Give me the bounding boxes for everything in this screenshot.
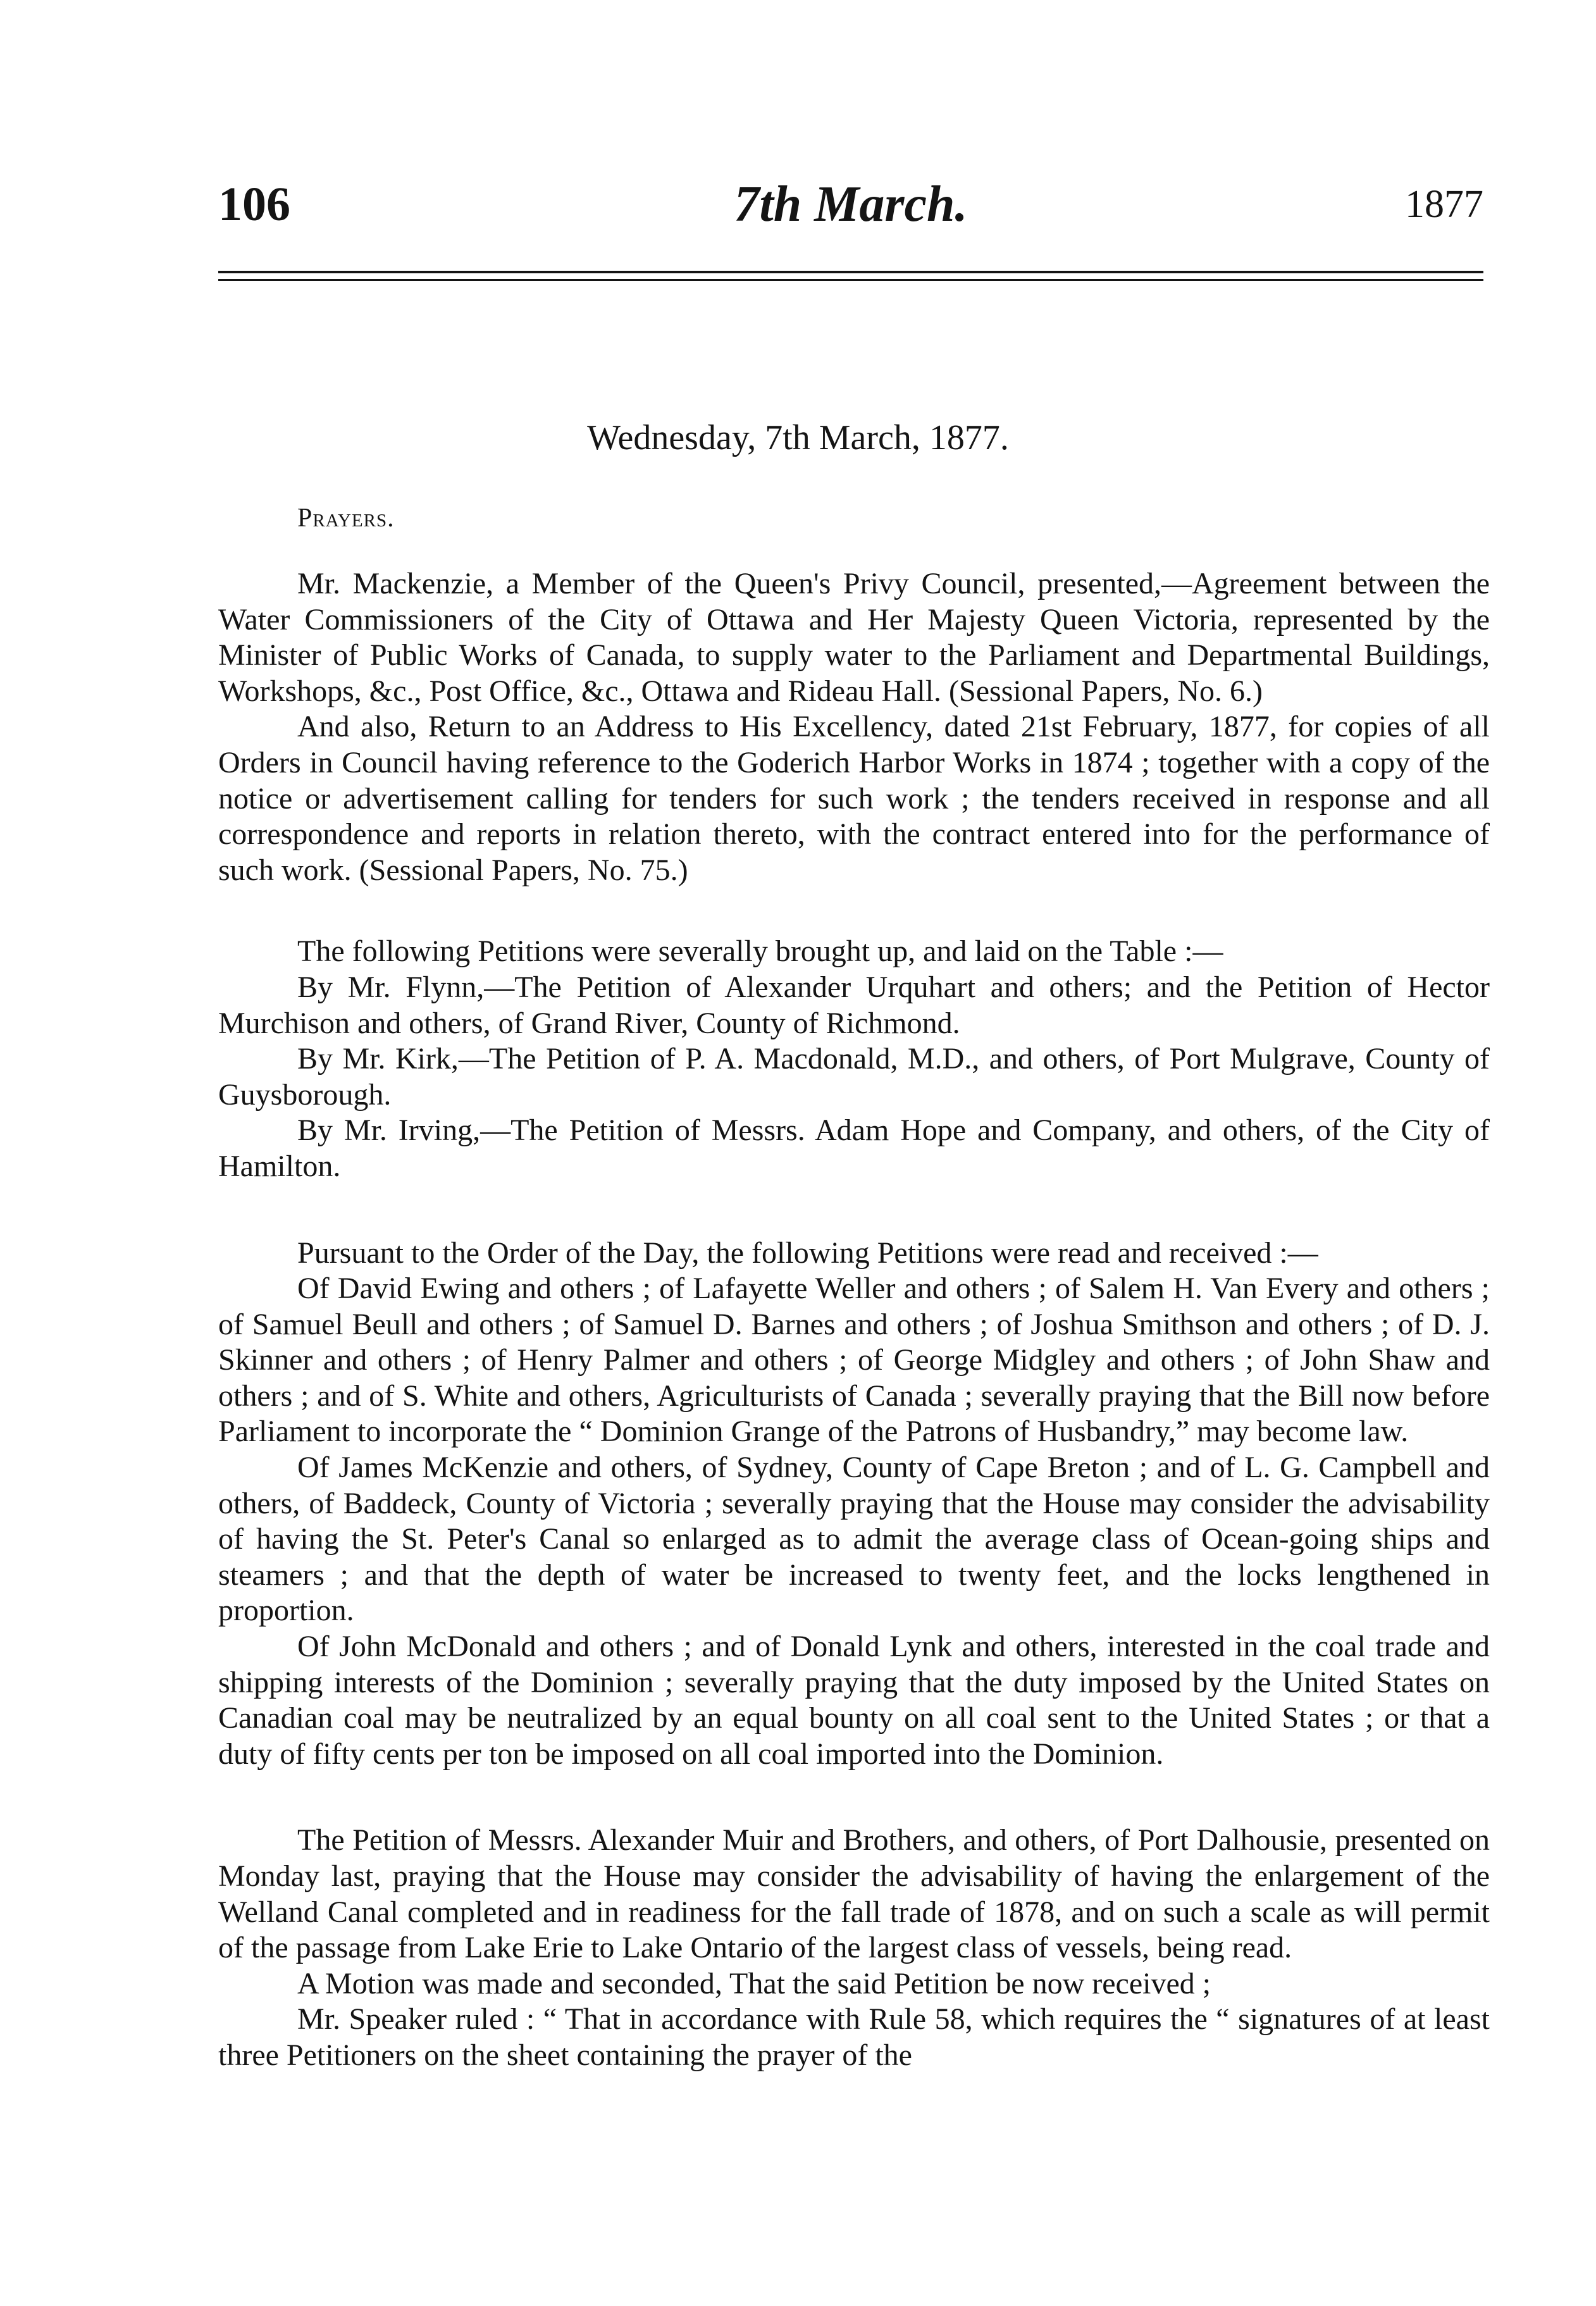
section-gap	[218, 1185, 1490, 1236]
sitting-date: Wednesday, 7th March, 1877.	[587, 418, 1009, 457]
header-date: 7th March.	[734, 177, 968, 232]
section-gap	[218, 888, 1490, 934]
page-header	[218, 170, 1483, 239]
header-rule-bottom	[218, 279, 1483, 281]
paragraph-coal-trade: Of John McDonald and others ; and of Donald Lynk and others, interested in the coal trade and shipping interests of the Dominion ; severally praying that the duty imposed by the United States on Canadian coal may be neutralized by an equal bounty on all coal sent to the United States ; or that a duty of fifty cents per ton be imposed on all coal imported into the Dominion.	[218, 1630, 1490, 1771]
paragraph-order-of-day: Pursuant to the Order of the Day, the following Petitions were read and received :—	[297, 1236, 1318, 1270]
paragraph-welland-canal: The Petition of Messrs. Alexander Muir and Brothers, and others, of Port Dalhousie, presented on Monday last, praying that the House may consider the advisability of having the enlargement of the Welland Canal completed and in readiness for the fall trade of 1878, and on such a scale as will permit of the passage from Lake Erie to Lake Ontario of the largest class of vessels, being read.	[218, 1823, 1490, 1965]
header-rule-top	[218, 271, 1483, 273]
journal-body	[218, 566, 1490, 2074]
paragraph-st-peters-canal: Of James McKenzie and others, of Sydney, County of Cape Breton ; and of L. G. Campbell and others, of Baddeck, County of Victoria ; severally praying that the House may consider the advisability of having the St. Peter's Canal so enlarged as to admit the average class of Ocean-going ships and steamers ; and that the depth of water be increased to twenty feet, and the locks lengthened in proportion.	[218, 1451, 1490, 1628]
paragraph-dominion-grange: Of David Ewing and others ; of Lafayette Weller and others ; of Salem H. Van Every and others ; of Samuel Beull and others ; of Samuel D. Barnes and others ; of Joshua Smithson and others ; of D. J. Skinner and others ; of Henry Palmer and others ; of George Midgley and others ; of John Shaw and others ; and of S. White and others, Agriculturists of Canada ; severally praying that the Bill now before Parliament to incorporate the “ Dominion Grange of the Patrons of Husbandry,” may become law.	[218, 1272, 1490, 1449]
paragraph-mackenzie-agreement: Mr. Mackenzie, a Member of the Queen's Privy Council, presented,—Agreement between the Water Commissioners of the City of Ottawa and Her Majesty Queen Victoria, represented by the Minister of Public Works of Canada, to supply water to the Parliament and Departmental Buildings, Workshops, &c., Post Office, &c., Ottawa and Rideau Hall. (Sessional Papers, No. 6.)	[218, 567, 1490, 708]
prayers-heading: Prayers.	[297, 504, 395, 533]
page-number: 106	[218, 178, 290, 231]
header-year: 1877	[1405, 183, 1483, 226]
paragraph-flynn-petitions: By Mr. Flynn,—The Petition of Alexander Urquhart and others; and the Petition of Hector Murchison and others, of Grand River, County of Richmond.	[218, 970, 1490, 1040]
section-gap	[218, 1772, 1490, 1823]
paragraph-kirk-petition: By Mr. Kirk,—The Petition of P. A. Macdonald, M.D., and others, of Port Mulgrave, County of Guysborough.	[218, 1042, 1490, 1112]
paragraph-irving-petition: By Mr. Irving,—The Petition of Messrs. Adam Hope and Company, and others, of the City of Hamilton.	[218, 1113, 1490, 1183]
paragraph-motion: A Motion was made and seconded, That the said Petition be now received ;	[297, 1966, 1211, 2000]
paragraph-goderich-return: And also, Return to an Address to His Excellency, dated 21st February, 1877, for copies of all Orders in Council having reference to the Goderich Harbor Works in 1874 ; together with a copy of the notice or advertisement calling for tenders for such work ; the tenders received in response and all correspondence and reports in relation thereto, with the contract entered into for the performance of such work. (Sessional Papers, No. 75.)	[218, 710, 1490, 887]
paragraph-speaker-ruling: Mr. Speaker ruled : “ That in accordance with Rule 58, which requires the “ signatures of at least three Petitioners on the sheet containing the prayer of the	[218, 2002, 1490, 2072]
paragraph-petitions-brought-up: The following Petitions were severally brought up, and laid on the Table :—	[297, 934, 1223, 969]
